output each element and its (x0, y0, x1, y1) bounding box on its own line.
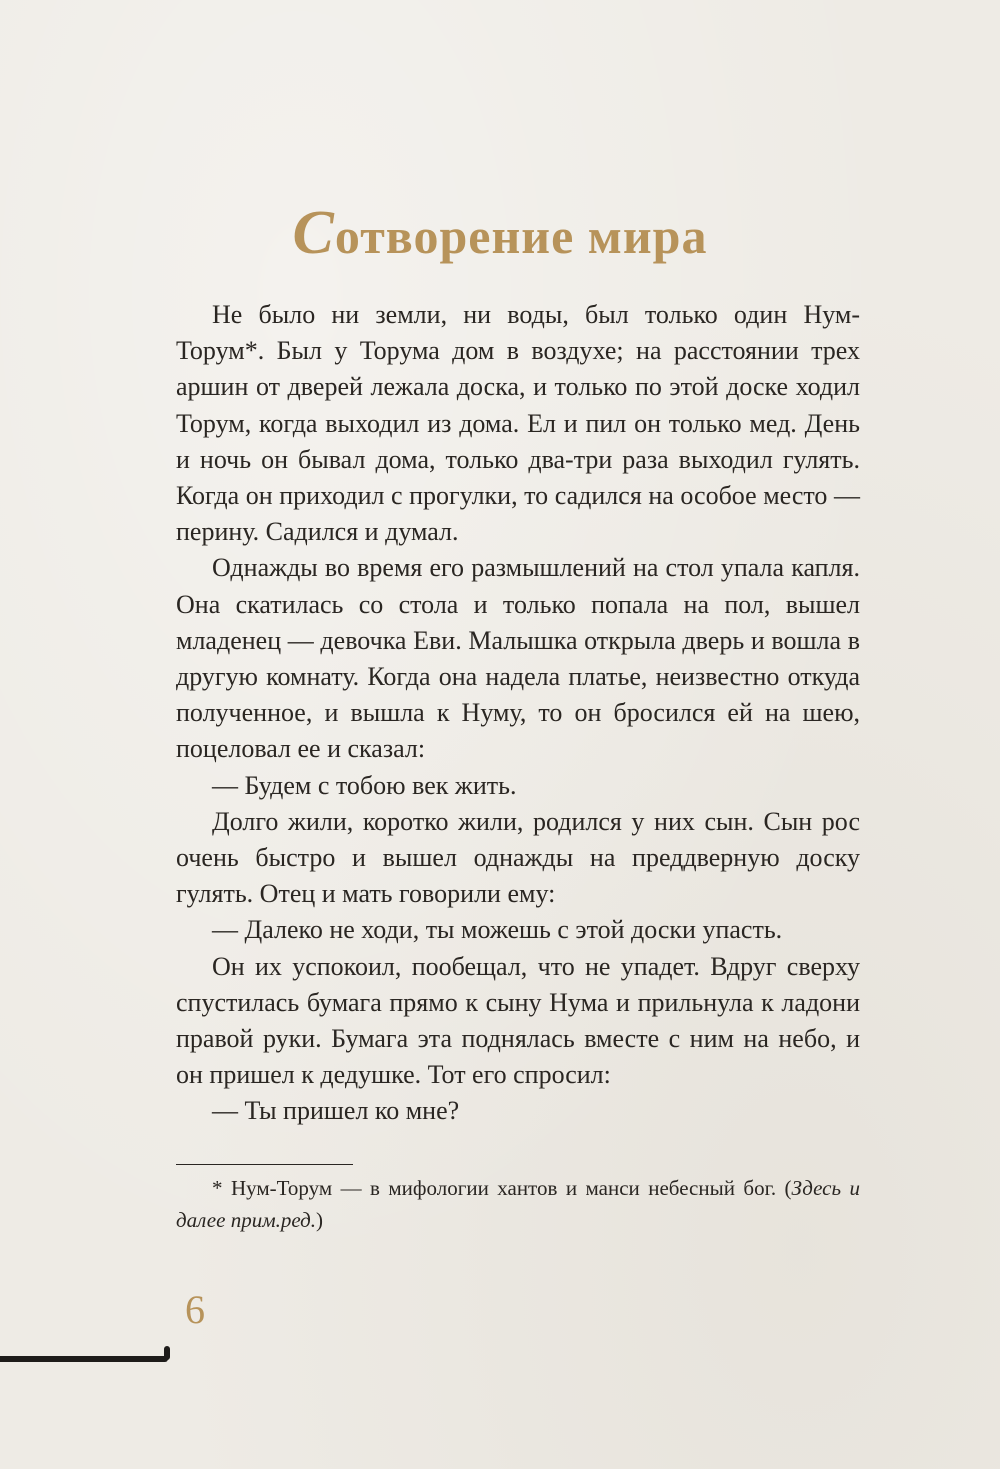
page-edge-rule-hook (164, 1346, 170, 1360)
chapter-title (0, 198, 1000, 267)
paragraph: Однажды во время его размышлений на стол упала капля. Она скатилась со стола и только попала на пол, вышел младенец — девочка Еви. Малышка открыла дверь и вошла в другую комнату. Когда она надела платье, неизвестно откуда полученное, и вышла к Нуму, то он бросился ей на шею, поцеловал ее и сказал: (176, 553, 860, 764)
dialogue-line: — Далеко не ходи, ты можешь с этой доски упасть. (212, 915, 783, 945)
paragraph: Не было ни земли, ни воды, был только один Нум-Торум*. Был у Торума дом в воздухе; на расстоянии трех аршин от дверей лежала доска, и только по этой доске ходил Торум, когда выходил из дома. Ел и пил он только мед. День и ночь он бывал дома, только два-три раза выходил гулять. Когда он приходил с прогулки, то садился на особое место — перину. Садился и думал. (176, 300, 860, 547)
paragraph: Он их успокоил, пообещал, что не упадет. Вдруг сверху спустилась бумага прямо к сыну Нума и прильнула к ладони правой руки. Бумага эта поднялась вместе с ним на небо, и он пришел к дедушке. Тот его спросил: (176, 951, 860, 1090)
dialogue-line: — Ты пришел ко мне? (212, 1096, 460, 1126)
footnote-text: * Нум-Торум — в мифологии хантов и манси небесный бог. ( (212, 1176, 792, 1200)
footnote-divider (176, 1164, 353, 1165)
footnote-close: ) (316, 1208, 324, 1232)
page-edge-rule (0, 1356, 168, 1362)
dialogue-line: — Будем с тобою век жить. (212, 770, 517, 800)
paragraph: Долго жили, коротко жили, родился у них сын. Сын рос очень быстро и вышел однажды на преддверную доску гулять. Отец и мать говорили ему: (176, 806, 860, 909)
body-text (176, 297, 860, 1130)
footnote (176, 1172, 860, 1236)
page-number: 6 (185, 1287, 205, 1332)
title-rest: отворение мира (334, 207, 708, 264)
footnote-italic-note: Здесь и далее прим.ред. (176, 1176, 860, 1232)
title-initial-letter: С (292, 198, 335, 267)
